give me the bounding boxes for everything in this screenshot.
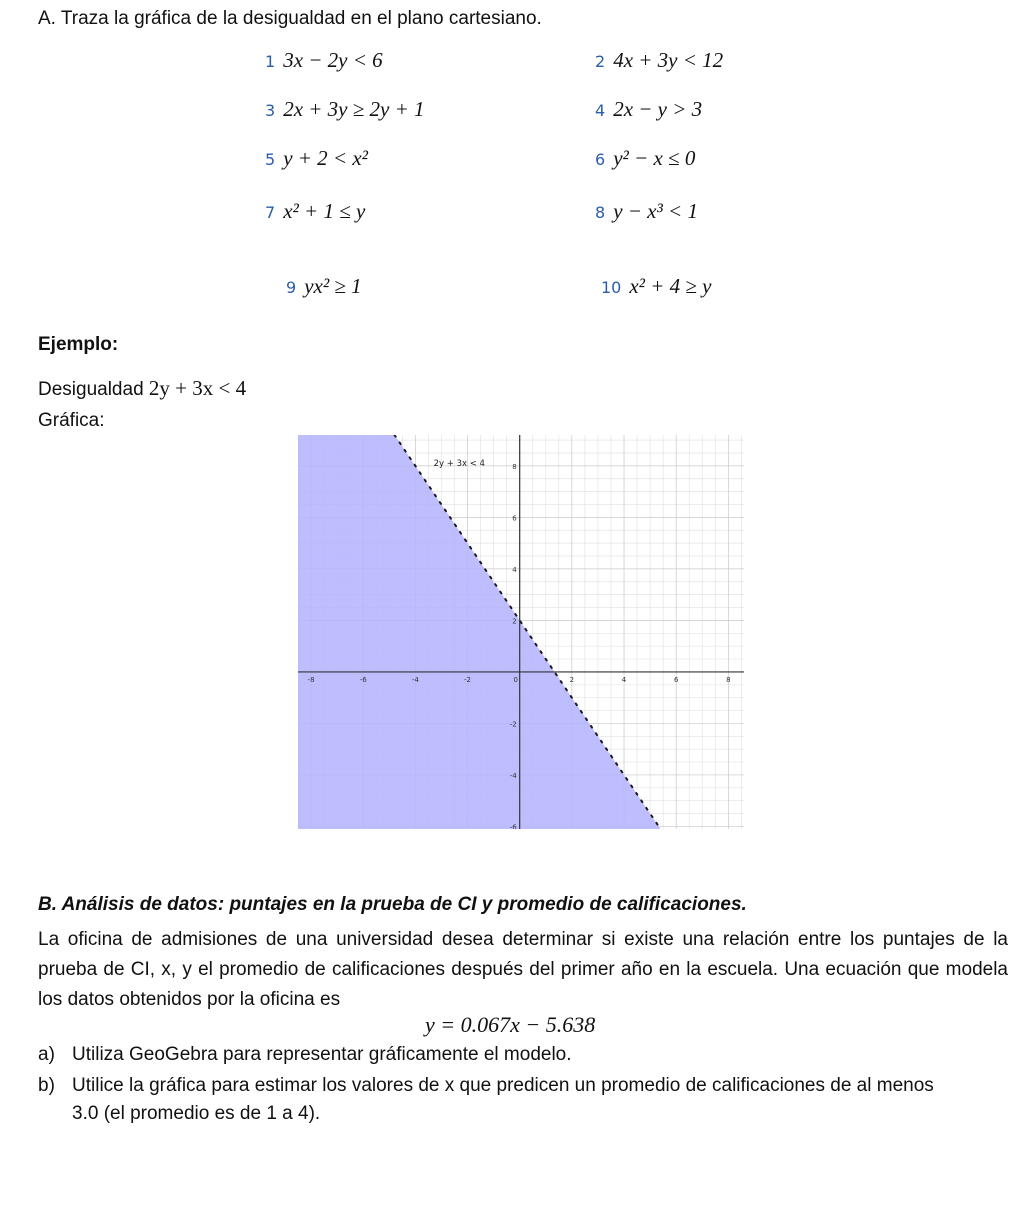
section-b-paragraph: La oficina de admisiones de una universidad desea determinar si existe una relación entre los puntajes de la prueba de CI, x, y el promedio de calificaciones después del primer año en la escuela. Una ecuación que modela los datos obtenidos por la oficina es	[38, 929, 1008, 1010]
model-equation: y = 0.067x − 5.638	[425, 1012, 596, 1037]
inequality-item	[595, 48, 723, 73]
inequality-expression: 4x + 3y < 12	[613, 48, 724, 72]
inequality-number: 2	[595, 52, 606, 71]
item-text-continuation: 3.0 (el promedio es de 1 a 4).	[72, 1103, 321, 1124]
graph-label: Gráfica:	[38, 410, 105, 431]
item-text: Utilice la gráfica para estimar los valores de x que predicen un promedio de calificaciones de al menos	[72, 1075, 934, 1096]
inequality-item	[595, 146, 695, 171]
inequality-item	[286, 274, 362, 299]
inequality-item	[265, 97, 425, 122]
example-label: Ejemplo:	[38, 334, 119, 355]
inequality-expression: y + 2 < x²	[283, 146, 368, 170]
y-tick-label: -6	[509, 823, 517, 829]
shaded-region	[298, 435, 744, 829]
example-inequality-label: Desigualdad	[38, 379, 144, 400]
inequality-item	[595, 199, 698, 224]
y-tick-label: 2	[512, 617, 517, 626]
inequality-item	[595, 97, 702, 122]
item-label: a)	[38, 1044, 55, 1065]
inequality-item	[265, 199, 365, 224]
list-item	[38, 1040, 1008, 1070]
inequality-number: 9	[286, 278, 297, 297]
inequality-number: 3	[265, 101, 276, 120]
y-tick-label: 6	[512, 514, 517, 523]
inequality-expression: 2x − y > 3	[613, 97, 703, 121]
x-tick-label: 0	[513, 675, 518, 684]
inequality-number: 6	[595, 150, 606, 169]
y-tick-label: -4	[509, 771, 517, 780]
inequality-item	[601, 274, 712, 299]
inequality-graph	[298, 435, 744, 829]
inequality-expression: yx² ≥ 1	[304, 274, 362, 298]
y-tick-label: -2	[509, 720, 517, 729]
x-tick-label: -4	[411, 675, 419, 684]
inequality-expression: x² + 1 ≤ y	[283, 199, 366, 223]
inequality-expression: y² − x ≤ 0	[613, 146, 696, 170]
section-b-heading: B. Análisis de datos: puntajes en la prueba de CI y promedio de calificaciones.	[38, 894, 747, 915]
example-inequality	[38, 376, 246, 401]
inequality-number: 1	[265, 52, 276, 71]
x-tick-label: 2	[569, 675, 575, 684]
inequality-number: 5	[265, 150, 276, 169]
y-tick-label: 8	[512, 462, 517, 471]
x-tick-label: -2	[464, 675, 472, 684]
section-a-heading: A. Traza la gráfica de la desigualdad en el plano cartesiano.	[38, 8, 542, 29]
example-inequality-expression: 2y + 3x < 4	[148, 376, 247, 400]
list-item	[38, 1071, 1008, 1101]
inequality-expression: 2x + 3y ≥ 2y + 1	[283, 97, 425, 121]
line-label: 2y + 3x < 4	[433, 458, 485, 469]
inequality-expression: y − x³ < 1	[613, 199, 698, 223]
inequality-number: 7	[265, 203, 276, 222]
x-tick-label: 6	[673, 675, 679, 684]
inequality-expression: x² + 4 ≥ y	[629, 274, 712, 298]
item-text: Utiliza GeoGebra para representar gráficamente el modelo.	[72, 1044, 572, 1065]
x-tick-label: 4	[621, 675, 627, 684]
item-label: b)	[38, 1075, 55, 1096]
inequality-number: 4	[595, 101, 606, 120]
x-tick-label: -6	[359, 675, 367, 684]
y-tick-label: 4	[512, 565, 517, 574]
inequality-expression: 3x − 2y < 6	[283, 48, 383, 72]
inequality-number: 10	[601, 278, 622, 297]
inequality-item	[265, 48, 383, 73]
inequality-item	[265, 146, 368, 171]
inequality-number: 8	[595, 203, 606, 222]
x-tick-label: -8	[307, 675, 315, 684]
x-tick-label: 8	[726, 675, 731, 684]
